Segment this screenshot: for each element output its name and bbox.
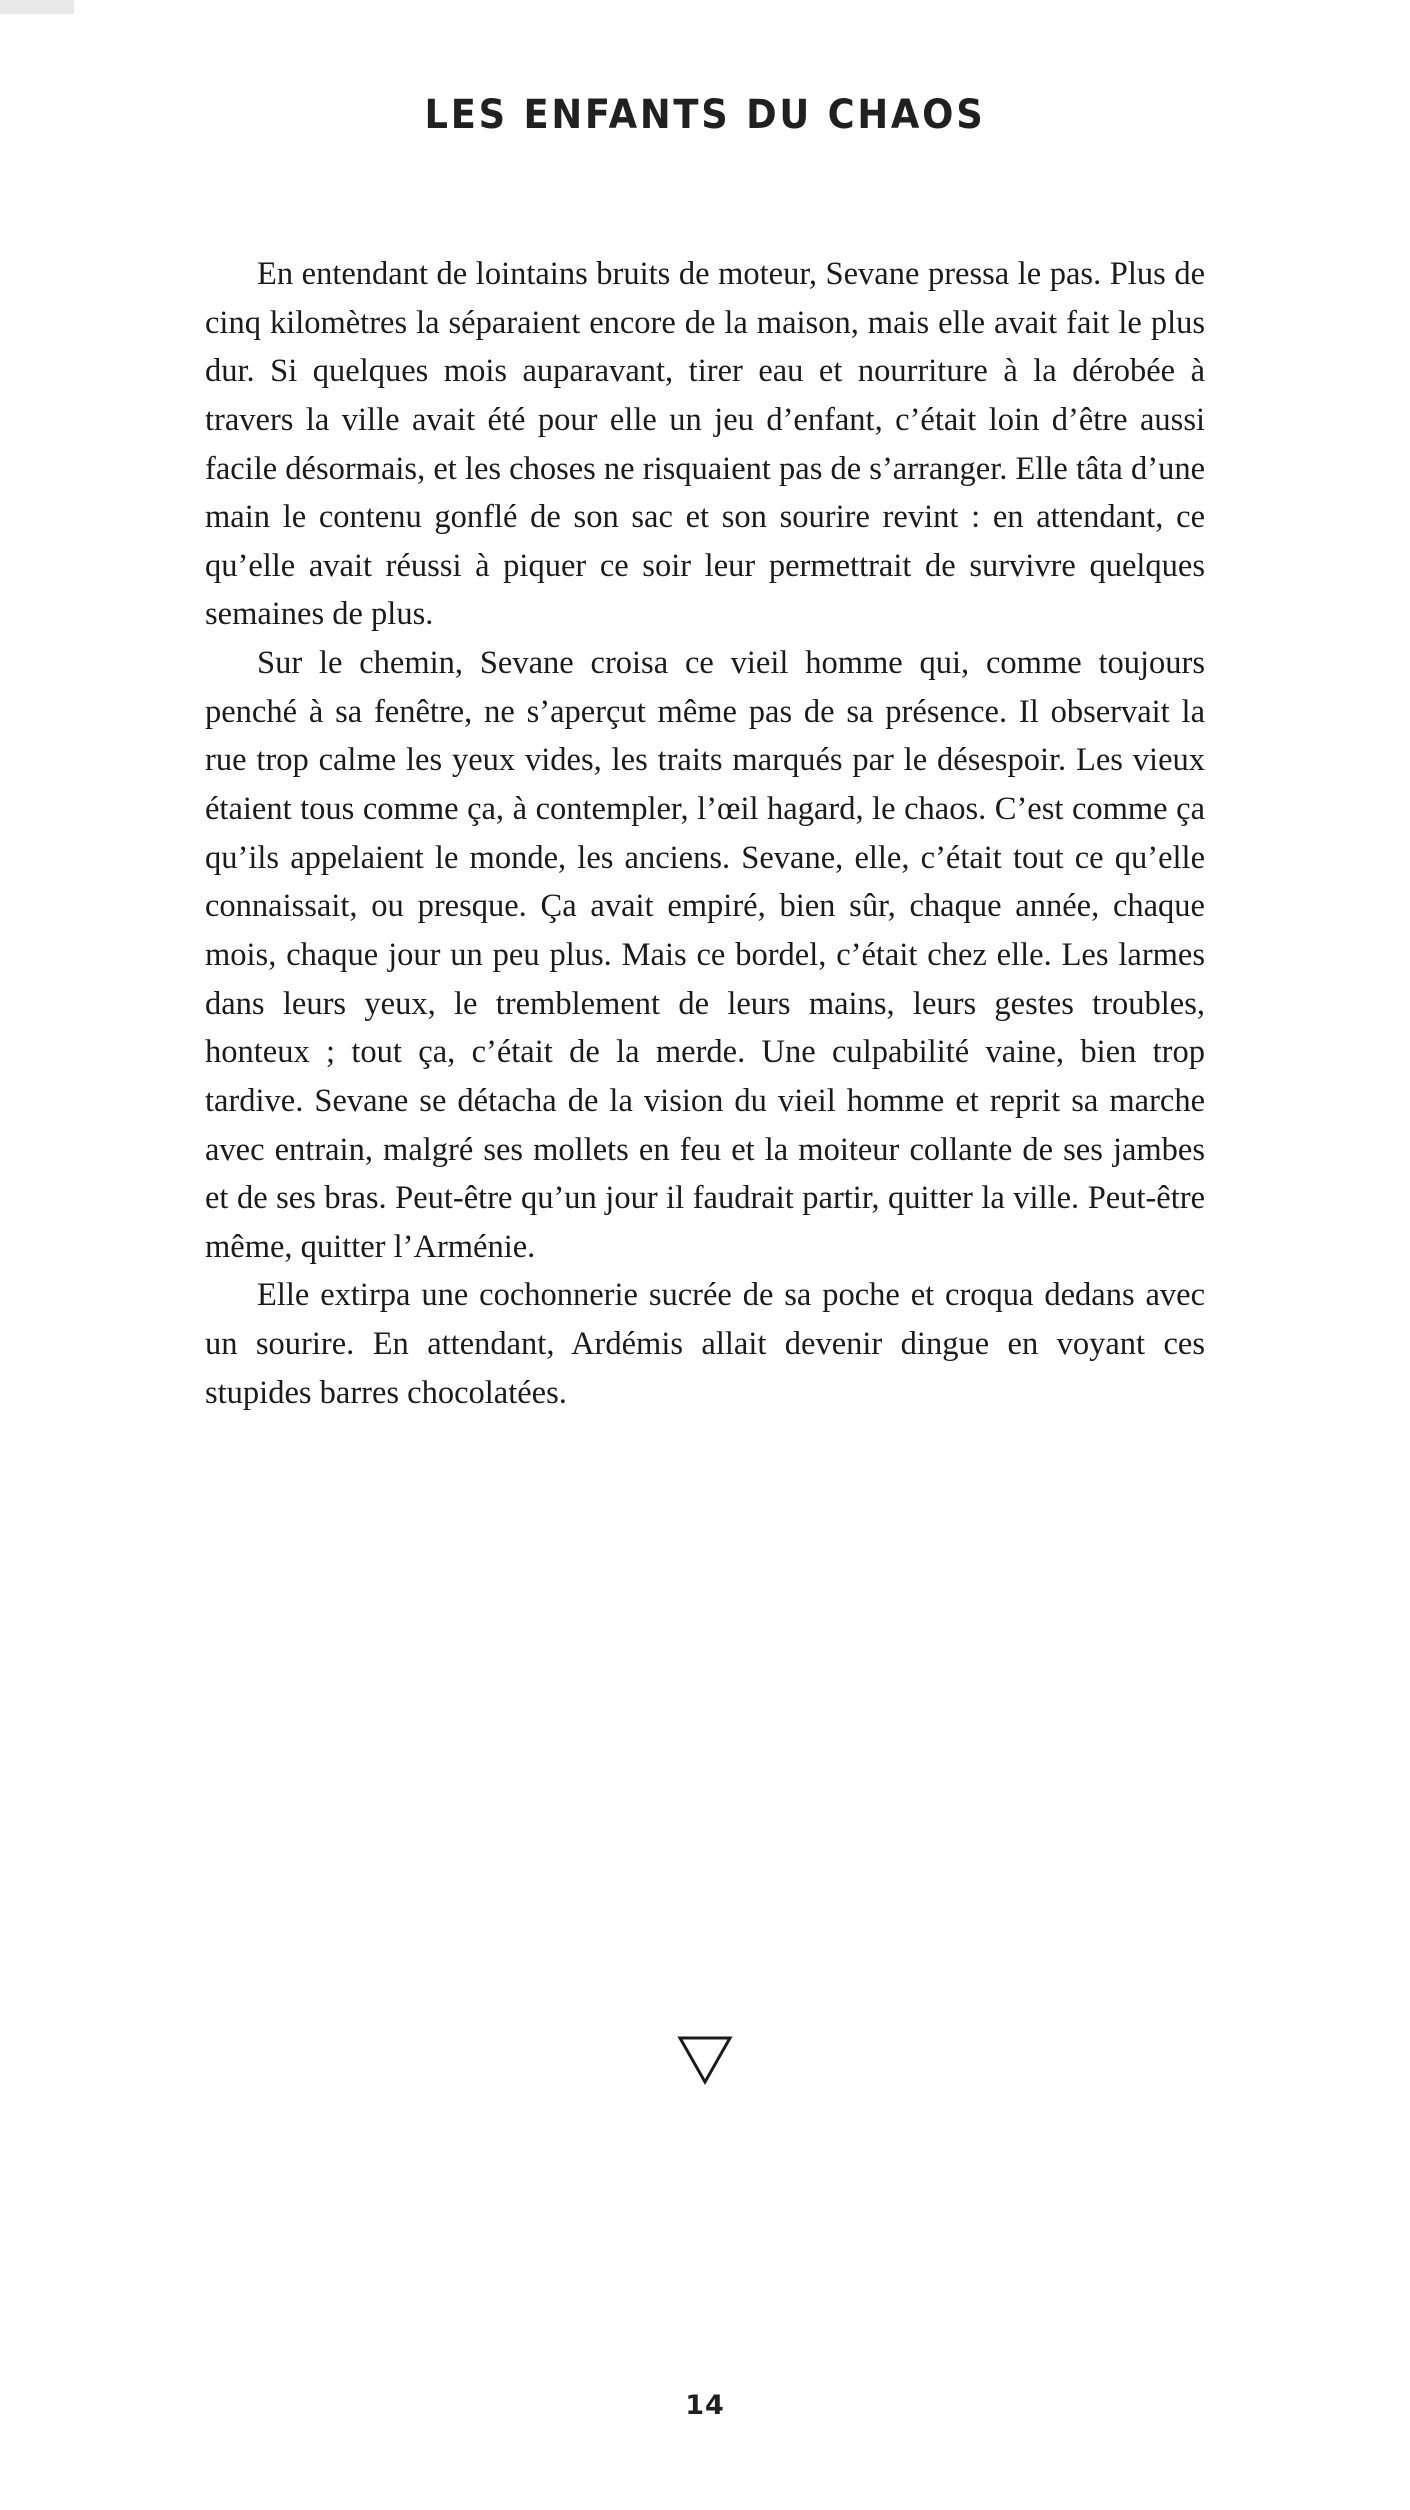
page-number: 14: [685, 2390, 725, 2421]
running-head: LES ENFANTS DU CHAOS: [424, 92, 986, 138]
paragraph: En entendant de lointains bruits de moteur, Sevane pressa le pas. Plus de cinq kilomètres la séparaient encore de la maison, mais elle avait fait le plus dur. Si quelques mois auparavant, tirer eau et nourriture à la dérobée à travers la ville avait été pour elle un jeu d’enfant, c’était loin d’être aussi facile désormais, et les choses ne risquaient pas de s’arranger. Elle tâta d’une main le contenu gonflé de son sac et son sourire revint : en attendant, ce qu’elle avait réussi à piquer ce soir leur permettrait de survivre quelques semaines de plus.: [205, 256, 1205, 633]
paragraph: Elle extirpa une cochonnerie sucrée de sa poche et croqua dedans avec un sourire. En attendant, Ardémis allait devenir dingue en voyant ces stupides barres chocolatées.: [205, 1277, 1205, 1411]
paragraph: Sur le chemin, Sevane croisa ce vieil homme qui, comme toujours penché à sa fenêtre, ne s’aperçut même pas de sa présence. Il observait la rue trop calme les yeux vides, les traits marqués par le désespoir. Les vieux étaient tous comme ça, à contempler, l’œil hagard, le chaos. C’est comme ça qu’ils appelaient le monde, les anciens. Sevane, elle, c’était tout ce qu’elle connaissait, ou presque. Ça avait empiré, bien sûr, chaque année, chaque mois, chaque jour un peu plus. Mais ce bordel, c’était chez elle. Les larmes dans leurs yeux, le tremblement de leurs mains, leurs gestes troubles, honteux ; tout ça, c’était de la merde. Une culpabilité vaine, bien trop tardive. Sevane se détacha de la vision du vieil homme et reprit sa marche avec entrain, malgré ses mollets en feu et la moiteur collante de ses jambes et de ses bras. Peut-être qu’un jour il faudrait partir, quitter la ville. Peut-être même, quitter l’Arménie.: [205, 645, 1205, 1265]
body-text: [205, 250, 1205, 1417]
section-ornament: [0, 2032, 1410, 2093]
downward-triangle-ornament-icon: [675, 2075, 735, 2092]
page-corner-artifact: [0, 0, 74, 14]
